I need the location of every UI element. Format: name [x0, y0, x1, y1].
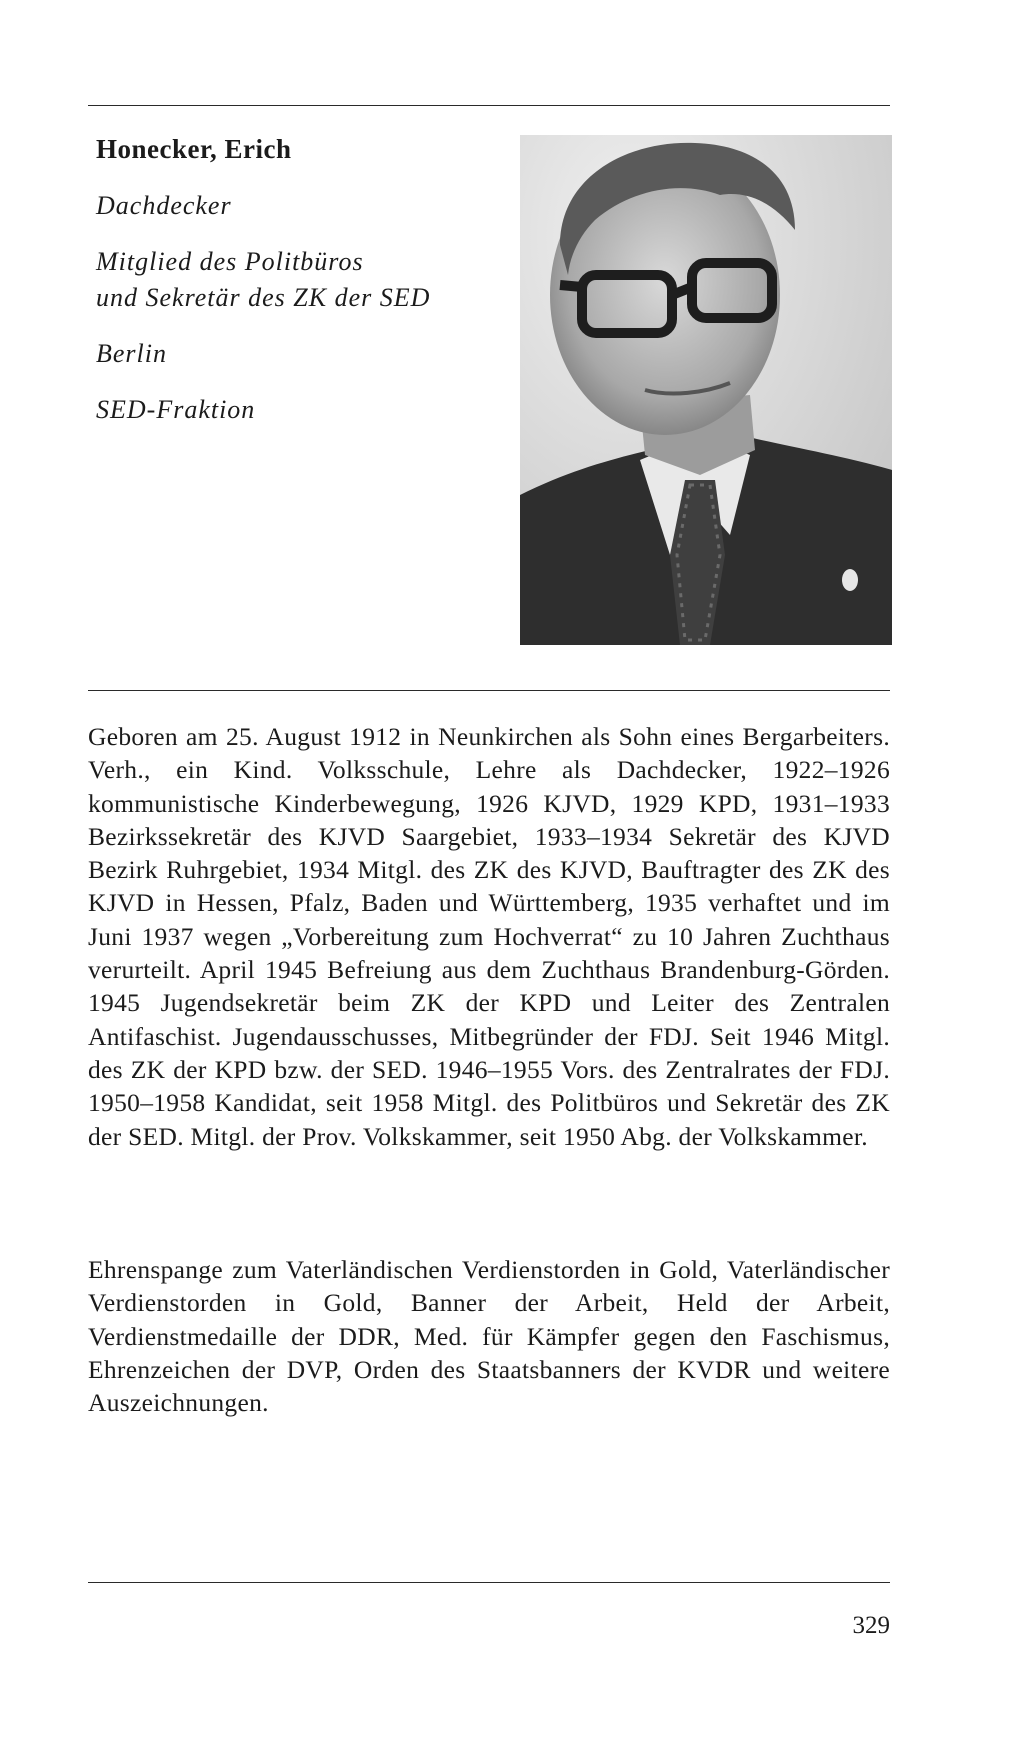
biography-paragraph: Geboren am 25. August 1912 in Neunkirchen als Sohn eines Bergarbeiters. Verh., ein Kind. Volksschule, Lehre als Dachdecker, 1922–1926 kommunistische Kinderbewegung, 1926 KJVD, 1929 KPD, 1931–1933 Bezirkssekretär des KJVD Saargebiet, 1933–1934 Sekretär des KJVD Bezirk Ruhrgebiet, 1934 Mitgl. des ZK des KJVD, Bauftragter des ZK des KJVD in Hessen, Pfalz, Baden und Württemberg, 1935 verhaftet und im Juni 1937 wegen „Vorbereitung zum Hochverrat“ zu 10 Jahren Zuchthaus verurteilt. April 1945 Befreiung aus dem Zuchthaus Brandenburg-Görden. 1945 Jugendsekretär beim ZK der KPD und Leiter des Zentralen Antifaschist. Jugendausschusses, Mitbegründer der FDJ. Seit 1946 Mitgl. des ZK der KPD bzw. der SED. 1946–1955 Vors. des Zentralrates der FDJ. 1950–1958 Kandidat, seit 1958 Mitgl. des Politbüros und Sekretär des ZK der SED. Mitgl. der Prov. Volkskammer, seit 1950 Abg. der Volkskammer. — [88, 722, 890, 1151]
awards-paragraph: Ehrenspange zum Vaterländischen Verdienstorden in Gold, Vaterländischer Verdienstorden in Gold, Banner der Arbeit, Held der Arbeit, Verdienstmedaille der DDR, Med. für Kämpfer gegen den Faschismus, Ehrenzeichen der DVP, Orden des Staatsbanners der KVDR und weitere Auszeichnungen. — [88, 1255, 890, 1418]
footer-rule — [88, 1582, 890, 1583]
position-line-2: und Sekretär des ZK der SED — [96, 283, 431, 312]
city: Berlin — [96, 339, 167, 368]
middle-rule — [88, 690, 890, 691]
person-name: Honecker, Erich — [96, 134, 292, 164]
occupation: Dachdecker — [96, 191, 232, 220]
lapel-pin — [842, 569, 858, 591]
portrait-illustration — [520, 135, 892, 645]
top-rule — [88, 105, 890, 106]
entry-header — [96, 132, 516, 428]
faction: SED-Fraktion — [96, 395, 256, 424]
portrait-photo — [520, 135, 892, 645]
position-line-1: Mitglied des Politbüros — [96, 247, 364, 276]
page-number: 329 — [852, 1612, 890, 1639]
